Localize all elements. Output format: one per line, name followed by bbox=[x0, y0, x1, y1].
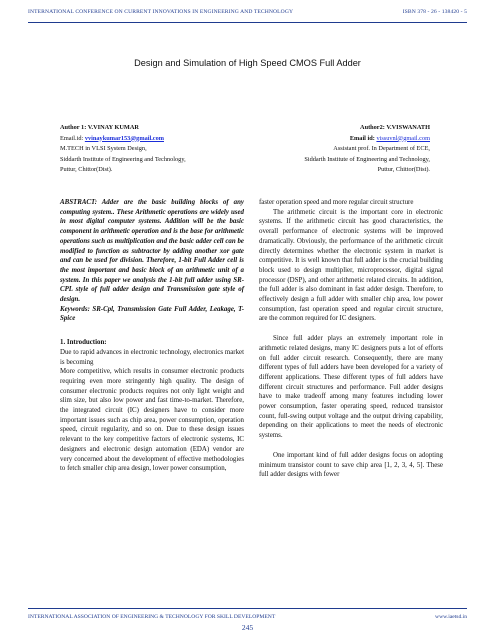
right-paragraph-1: faster operation speed and more regular circuit structure bbox=[259, 199, 414, 206]
intro-paragraph-2: More competitive, which results in consumer electronic products requiring even more stringently high quality. The design of consumer electronic products requires not only light weight and slim size, but also low power and fast time-to-market. Therefore, the integrated circuit (IC) designers have to consider more important issues such as chip area, power consumption, operation speed, circuit regularity, and so on. Due to these design issues relevant to the key competitive factors of electronic systems, IC designers and electronic design automation (EDA) vendor are very concerned about the development of effective methodologies to fetch smaller chip area design, lower power consumption, bbox=[60, 368, 244, 473]
paper-title: Design and Simulation of High Speed CMOS Full Adder bbox=[134, 58, 361, 68]
author1-email-label: Email.id: bbox=[60, 134, 84, 142]
header-rule bbox=[28, 22, 467, 23]
intro-heading: 1. Introduction: bbox=[60, 339, 107, 347]
author1-place: Puttur, Chittor(Dist). bbox=[60, 166, 113, 174]
right-paragraph-3: Since full adder plays an extremely important role in arithmetic related designs, many IC designers puts a lot of efforts on full adder circuit research. Consequently, there are many different types of full adders have been developed for a variety of different applications. These different types of full adders have different circuit structures and performance. Full adder designs have to make tradeoff among many features including lower power consumption, faster operating speed, reduced transistor count, full-swing output voltage and the output driving capability, depending on their applications to meet the needs of electronic systems. bbox=[259, 335, 443, 440]
page-number: 245 bbox=[241, 623, 254, 632]
association-name: INTERNATIONAL ASSOCIATION OF ENGINEERING & TECHNOLOGY FOR SKILL DEVELOPMENT bbox=[28, 614, 276, 620]
footer-rule bbox=[28, 608, 467, 609]
author1-degree: M.TECH in VLSI System Design, bbox=[60, 145, 147, 153]
right-paragraph-2: The arithmetic circuit is the important core in electronic systems. If the arithmetic circuit has good characteristics, the overall performance of electronic systems will be improved dramatically. Obviously, the performance of the arithmetic circuit directly determines whether the electronic system in market is competitive. It is well known that full adder is the crucial building block used to design multiplier, microprocessor, digital signal processor (DSP), and other arithmetic related circuits. In addition, the full adder is also dominant in fast adder design. Therefore, to effectively design a full adder with smaller chip area, low power consumption, fast operation speed and regular circuit structure, are the common required for IC designers. bbox=[259, 208, 443, 323]
running-header bbox=[28, 9, 467, 19]
abstract: ABSTRACT: Adder are the basic building blocks of any computing system.. These Arithmetic operations are widely used in most digital computer systems. Addition will be the basic component in arithmetic operation and is the base for arithmetic operations such as multiplication and the basic adder cell can be modified to function as subtractor by adding another xor gate and can be used for division. Therefore, 1-bit Full Adder cell is the most important and basic block of an arithmetic unit of a system. In this paper we analysis the 1-bit full adder using SR-CPL style of full adder design and Transmission gate style of design. bbox=[60, 199, 244, 304]
author1-name: Author 1: V.VINAY KUMAR bbox=[60, 124, 139, 131]
author2-institute: Siddarth Institute of Engineering and Technology, bbox=[304, 155, 430, 163]
author2-block bbox=[304, 123, 430, 176]
right-paragraph-4: One important kind of full adder designs focus on adopting minimum transistor count to save chip area [1, 2, 3, 4, 5]. These full adder designs with fewer bbox=[259, 451, 443, 479]
author2-position: Assistant prof. In Department of ECE, bbox=[333, 145, 430, 153]
isbn: ISBN 378 - 26 - 138420 - 5 bbox=[402, 9, 467, 15]
conference-name: INTERNATIONAL CONFERENCE ON CURRENT INNOVATIONS IN ENGINEERING AND TECHNOLOGY bbox=[28, 9, 294, 15]
author2-email-label: Email id: bbox=[349, 134, 375, 142]
right-column bbox=[259, 198, 443, 480]
keywords: Keywords: SR-Cpl, Transmission Gate Full Adder, Leakage, T-Spice bbox=[60, 305, 244, 323]
author1-block bbox=[60, 123, 186, 176]
author1-institute: Siddarth Institute of Engineering and Technology, bbox=[60, 155, 186, 163]
author1-email-link[interactable]: vvinaykumar153@gmail.com bbox=[84, 134, 164, 142]
website[interactable]: www.iaetsd.in bbox=[435, 614, 467, 620]
author2-email-line bbox=[304, 134, 430, 145]
author1-email-line bbox=[60, 134, 186, 145]
left-column bbox=[60, 198, 244, 474]
author2-name: Author2: V.VISWANATH bbox=[360, 124, 430, 131]
intro-paragraph-1: Due to rapid advances in electronic technology, electronics market is becoming bbox=[60, 348, 244, 366]
author2-email-link[interactable]: vissuvnl@gmail.com bbox=[376, 134, 430, 142]
author2-place: Puttur, Chittor(Dist). bbox=[377, 166, 430, 174]
